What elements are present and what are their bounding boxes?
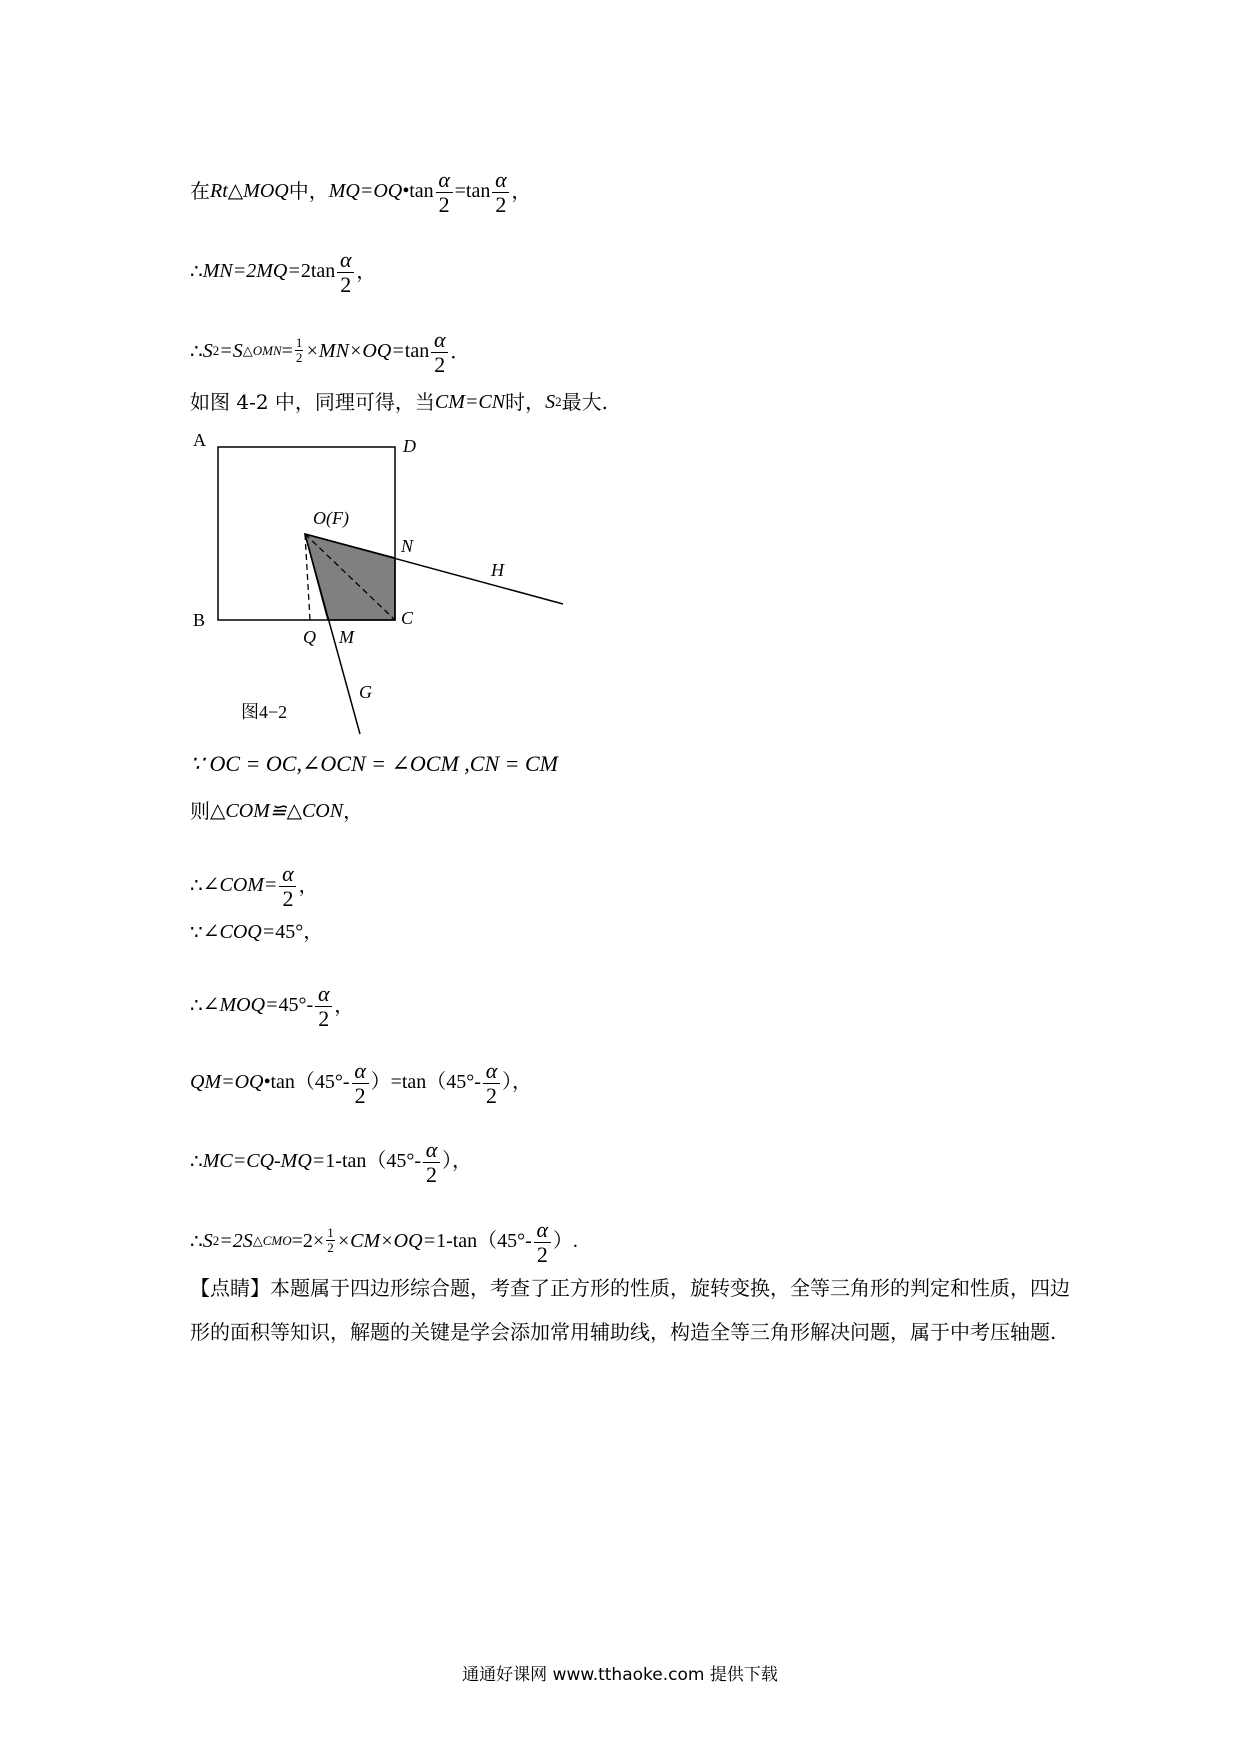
therefore-symbol: ∴ (190, 992, 203, 1017)
value-text: 45°- (278, 993, 314, 1016)
punct: ， (334, 992, 355, 1017)
therefore-symbol: ∴ (190, 872, 203, 897)
value-text: 1-tan（45°- (325, 1149, 422, 1172)
equation-text: ×MN×OQ= (305, 339, 405, 362)
fraction: $\frac{\alpha}{2}$ (423, 1138, 440, 1187)
equation-text: ∵ OC = OC,∠OCN = ∠OCM ,CN = CM (190, 751, 558, 776)
fraction: $\frac{\alpha}{2}$ (483, 1059, 500, 1108)
footer-text: 通通好课网 www.tthaoke.com 提供下载 (462, 1665, 778, 1685)
equation-text: ∠COM= (202, 873, 278, 896)
s-text: S (202, 1229, 213, 1252)
line-mn (190, 246, 376, 295)
label-q: Q (303, 627, 316, 647)
line-mc (190, 1136, 472, 1185)
rt-text: Rt (210, 179, 228, 202)
tan-text: tan (409, 179, 434, 202)
therefore-symbol: ∴ (190, 258, 203, 283)
equation-text: =2× (291, 1229, 325, 1252)
equation-text: ∠MOQ= (202, 993, 279, 1016)
equation-text: ∠COQ= (202, 921, 276, 943)
punct: ， (511, 178, 532, 203)
label-o: O(F) (313, 508, 349, 528)
subscript: 2 (212, 1232, 220, 1248)
equation-text: MC=CQ-MQ= (202, 1149, 326, 1172)
line-com (190, 860, 318, 909)
subscript: △CMO (252, 1232, 292, 1248)
equation-text: CM=CN (434, 391, 506, 413)
subscript: 2 (212, 342, 220, 358)
equation-text: MN=2MQ= (202, 259, 301, 282)
text: 如图 4-2 中，同理可得，当 (190, 390, 435, 414)
line-moq (190, 980, 354, 1029)
fraction: $\frac{\alpha}{2}$ (315, 982, 332, 1031)
punct: ， (298, 872, 319, 897)
triangle-text: △MOQ (227, 179, 289, 202)
value-text: 45°， (275, 921, 324, 943)
line-given (190, 750, 558, 778)
therefore-symbol: ∴ (190, 338, 203, 363)
fraction: $\frac{\alpha}{2}$ (492, 168, 509, 217)
equation-text: MQ=OQ• (328, 179, 410, 202)
line-coq (190, 918, 323, 946)
label-a: A (193, 430, 206, 450)
value-text: tan（45°- (270, 1070, 350, 1093)
line-s2-final (190, 1216, 578, 1265)
punct: ）， (501, 1070, 532, 1093)
punct: ， (343, 799, 364, 823)
punct: ）， (442, 1149, 473, 1172)
punct: ， (356, 258, 377, 283)
line-figure-intro (190, 388, 608, 416)
label-c: C (401, 608, 414, 628)
half-fraction: $\frac{1}{2}$ (327, 1225, 334, 1255)
punct: ）. (552, 1229, 578, 1252)
s-text: S (202, 339, 213, 362)
comment-paragraph: 【点睛】本题属于四边形综合题，考查了正方形的性质，旋转变换，全等三角形的判定和性质，四边形的面积等知识，解题的关键是学会添加常用辅助线，构造全等三角形解决问题，属于中考压轴题. (190, 1276, 1070, 1344)
value-text: 1-tan（45°- (436, 1229, 532, 1252)
equation-text: =tan (454, 179, 491, 202)
geometry-figure (185, 428, 575, 738)
subscript: 2 (555, 394, 562, 409)
therefore-symbol: ∴ (190, 1228, 203, 1253)
label-h: H (491, 560, 504, 580)
fraction: $\frac{\alpha}{2}$ (352, 1059, 369, 1108)
line-qm (190, 1057, 532, 1106)
equation-text: =2S (219, 1229, 253, 1252)
fraction: $\frac{\alpha}{2}$ (436, 168, 453, 217)
punct: ． (450, 338, 471, 363)
label-n: N (401, 536, 414, 556)
figure-caption: 图4−2 (241, 702, 288, 722)
text: 时， (505, 390, 546, 414)
text: 在 (190, 178, 210, 203)
tan-text: tan (404, 339, 430, 362)
subscript: △OMN (242, 342, 282, 358)
text: 最大. (561, 390, 608, 414)
fraction: $\frac{\alpha}{2}$ (431, 328, 448, 377)
because-symbol: ∵ (190, 920, 203, 944)
label-m: M (339, 627, 354, 647)
therefore-symbol: ∴ (190, 1148, 203, 1173)
label-b: B (193, 610, 206, 630)
fraction: $\frac{\alpha}{2}$ (279, 862, 296, 911)
equation-text: = (281, 339, 293, 362)
fraction: $\frac{\alpha}{2}$ (337, 248, 354, 297)
equation-text: ×CM×OQ= (336, 1229, 437, 1252)
label-d: D (403, 436, 416, 456)
tan-text: 2tan (300, 259, 336, 282)
label-g: G (359, 682, 372, 702)
line-mq (190, 166, 531, 215)
line-congruent (190, 797, 363, 825)
value-text: ）=tan（45°- (370, 1070, 481, 1093)
s-text: S (545, 391, 556, 413)
fraction: $\frac{\alpha}{2}$ (534, 1218, 551, 1267)
equation-text: =S (219, 339, 243, 362)
half-fraction: $\frac{1}{2}$ (295, 335, 303, 365)
text: 中， (288, 178, 329, 203)
text: 则 (190, 799, 210, 823)
equation-text: △COM≌△CON (210, 800, 344, 822)
line-s2 (190, 326, 470, 375)
equation-text: QM=OQ• (190, 1070, 271, 1093)
